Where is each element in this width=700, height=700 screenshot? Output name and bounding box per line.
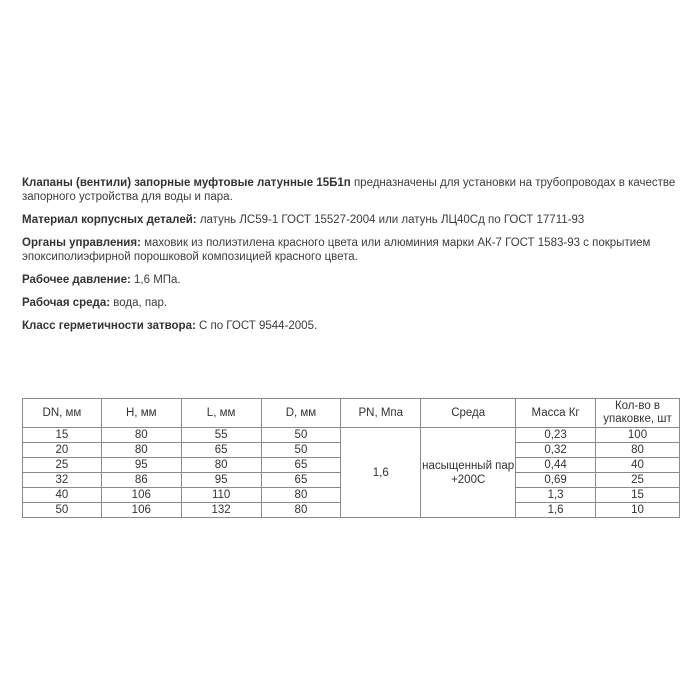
- cell-quantity: 10: [596, 503, 680, 518]
- header-quantity: Кол-во в упаковке, шт: [596, 399, 680, 428]
- cell-pn: 1,6: [341, 428, 421, 518]
- cell-d: 65: [261, 473, 341, 488]
- paragraph-text: 1,6 МПа.: [130, 274, 181, 286]
- header-d: D, мм: [261, 399, 341, 428]
- cell-h: 86: [101, 473, 181, 488]
- cell-h: 80: [101, 428, 181, 443]
- cell-medium: насыщенный пар +200С: [421, 428, 516, 518]
- table-header-row: [23, 399, 680, 428]
- cell-quantity: 15: [596, 488, 680, 503]
- cell-h: 80: [101, 443, 181, 458]
- cell-mass: 0,23: [516, 428, 596, 443]
- paragraph-tightness: [22, 319, 682, 333]
- cell-dn: 25: [23, 458, 102, 473]
- header-mass: Масса Кг: [516, 399, 596, 428]
- cell-dn: 40: [23, 488, 102, 503]
- cell-d: 80: [261, 488, 341, 503]
- cell-mass: 0,44: [516, 458, 596, 473]
- cell-l: 65: [181, 443, 261, 458]
- cell-h: 106: [101, 503, 181, 518]
- paragraph-controls: [22, 236, 682, 264]
- cell-l: 132: [181, 503, 261, 518]
- cell-d: 50: [261, 428, 341, 443]
- cell-h: 106: [101, 488, 181, 503]
- cell-mass: 1,6: [516, 503, 596, 518]
- cell-d: 80: [261, 503, 341, 518]
- paragraph-text: С по ГОСТ 9544-2005.: [195, 320, 318, 332]
- paragraph-medium: [22, 296, 682, 310]
- cell-mass: 0,69: [516, 473, 596, 488]
- cell-quantity: 25: [596, 473, 680, 488]
- cell-d: 50: [261, 443, 341, 458]
- header-h: H, мм: [101, 399, 181, 428]
- cell-d: 65: [261, 458, 341, 473]
- cell-l: 110: [181, 488, 261, 503]
- cell-dn: 15: [23, 428, 102, 443]
- cell-mass: 0,32: [516, 443, 596, 458]
- paragraph-pressure: [22, 273, 682, 287]
- header-pn: PN, Мпа: [341, 399, 421, 428]
- cell-quantity: 100: [596, 428, 680, 443]
- cell-dn: 20: [23, 443, 102, 458]
- cell-quantity: 80: [596, 443, 680, 458]
- cell-quantity: 40: [596, 458, 680, 473]
- header-medium: Среда: [421, 399, 516, 428]
- cell-dn: 32: [23, 473, 102, 488]
- cell-l: 55: [181, 428, 261, 443]
- paragraph-label: Рабочее давление:: [22, 274, 131, 286]
- header-dn: DN, мм: [23, 399, 102, 428]
- table-row: [23, 428, 680, 443]
- paragraph-label: Материал корпусных деталей:: [22, 214, 197, 226]
- paragraph-material: [22, 213, 682, 227]
- paragraph-text: предназначены для установки на трубопроводах в качестве запорного устройства для воды и пара.: [22, 177, 676, 203]
- paragraph-intro: [22, 176, 682, 204]
- paragraph-text: маховик из полиэтилена красного цвета или алюминия марки АК-7 ГОСТ 1583-93 с покрытием эпоксиполиэфирной порошковой композицией красного цвета.: [22, 237, 651, 263]
- spec-table: [22, 398, 680, 518]
- description: [22, 176, 682, 342]
- paragraph-text: вода, пар.: [110, 297, 168, 309]
- paragraph-text: латунь ЛС59-1 ГОСТ 15527-2004 или латунь ЛЦ40Сд по ГОСТ 17711-93: [196, 214, 585, 226]
- cell-dn: 50: [23, 503, 102, 518]
- cell-l: 80: [181, 458, 261, 473]
- paragraph-label: Класс герметичности затвора:: [22, 320, 196, 332]
- cell-h: 95: [101, 458, 181, 473]
- cell-l: 95: [181, 473, 261, 488]
- paragraph-label: Рабочая среда:: [22, 297, 111, 309]
- header-l: L, мм: [181, 399, 261, 428]
- cell-mass: 1,3: [516, 488, 596, 503]
- paragraph-label: Органы управления:: [22, 237, 141, 249]
- paragraph-label: Клапаны (вентили) запорные муфтовые латунные 15Б1п: [22, 177, 351, 189]
